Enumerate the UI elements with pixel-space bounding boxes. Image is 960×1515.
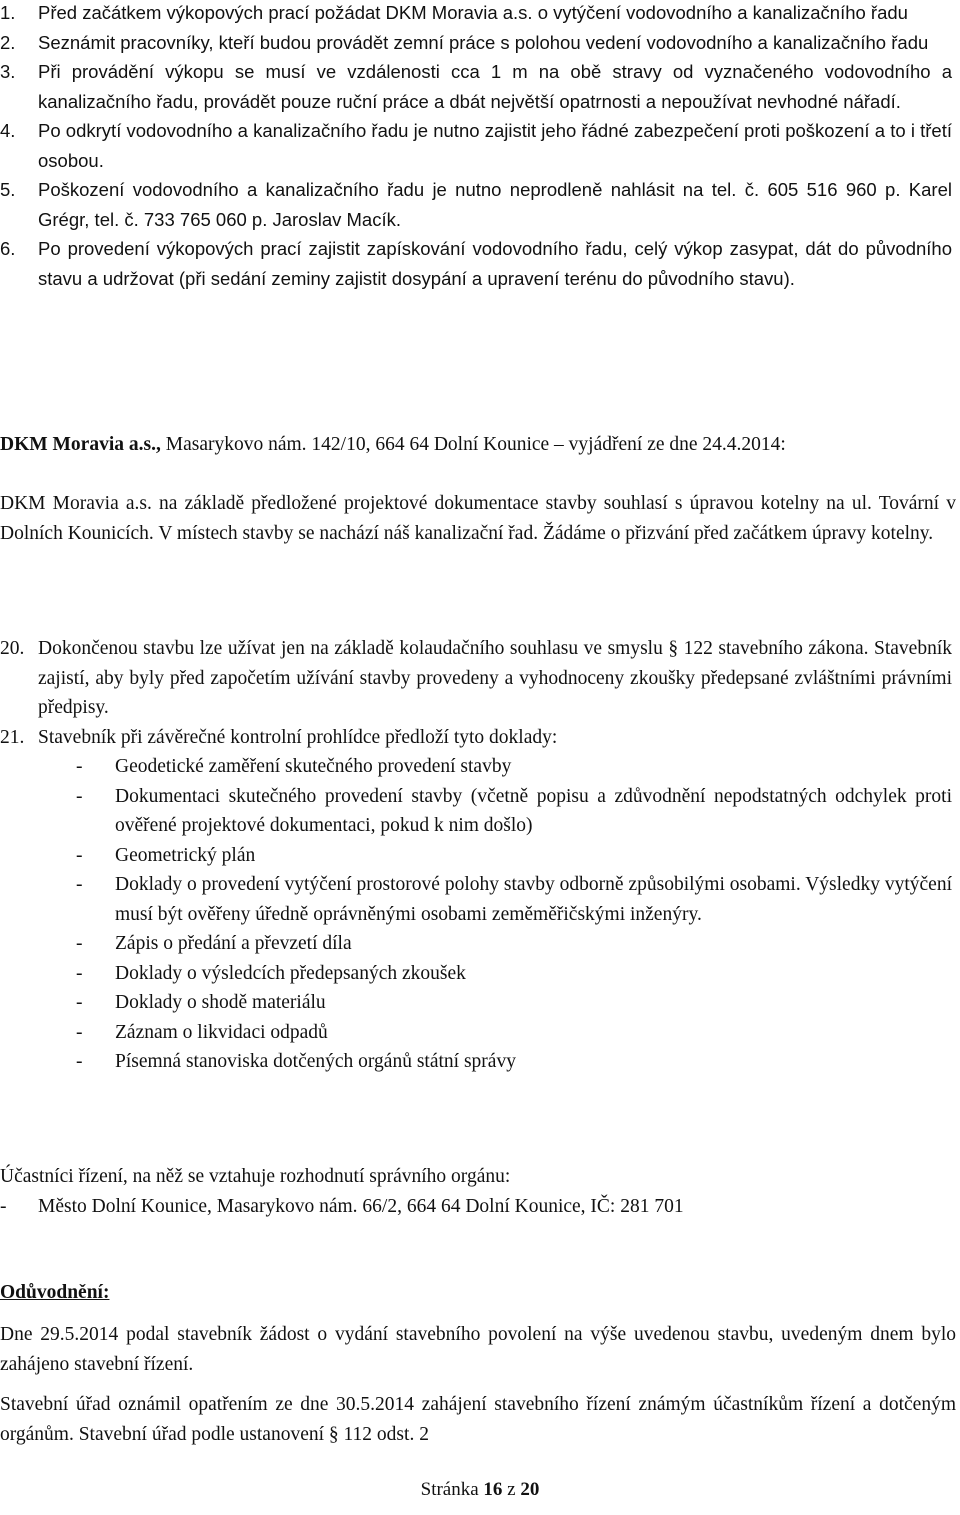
page-total: 20 [520,1479,540,1500]
reasoning-paragraph-1: Dne 29.5.2014 podal stavebník žádost o vydání stavebního povolení na výše uvedenou stavbu, uvedeným dnem bylo zahájeno stavební řízení. [0,1324,956,1375]
documents-list [0,752,956,1077]
dkm-statement: DKM Moravia a.s. na základě předložené projektové dokumentace stavby souhlasí s úpravou kotelny na ul. Tovární v Dolních Kounicích. V místech stavby se nachází náš kanalizační řad. Žádáme o přizvání před začátkem úpravy kotelny. [0,493,956,544]
page-footer: Stránka 16 z 20 [420,1479,540,1500]
list-item: 2. Seznámit pracovníky, kteří budou provádět zemní práce s polohou vedení vodovodního a kanalizačního řadu [0,31,929,53]
conditions-bottom-list [0,634,956,752]
participant-item: - Město Dolní Kounice, Masarykovo nám. 66/2, 664 64 Dolní Kounice, IČ: 281 701 [0,1196,684,1217]
list-item: 4. Po odkrytí vodovodního a kanalizačního řadu je nutno zajistit jeho řádné zabezpečení proti poškození a to i třetí osobou. [0,120,952,171]
reasoning-heading: Odůvodnění: [0,1282,110,1303]
list-item: - Zápis o předání a převzetí díla [76,933,352,954]
list-item: 6. Po provedení výkopových prací zajistit zapískování vodovodního řadu, celý výkop zasypat, dát do původního stavu a udržovat (při sedání zeminy zajistit dosypání a upravení terénu do původního stavu). [0,238,952,289]
list-item: 20. Dokončenou stavbu lze užívat jen na základě kolaudačního souhlasu ve smyslu § 122 stavebního zákona. Stavebník zajistí, aby byly před započetím užívání stavby provedeny a vyhodnoceny zkoušky předepsané zvláštními právními předpisy. [0,638,952,718]
list-item: 3. Při provádění výkopu se musí ve vzdálenosti cca 1 m na obě stravy od vyznačeného vodovodního a kanalizačního řadu, provádět pouze ruční práce a dbát největší opatrnosti a nepoužívat nevhodné nářadí. [0,61,952,112]
list-item: - Záznam o likvidaci odpadů [76,1021,328,1043]
list-item: 1. Před začátkem výkopových prací požádat DKM Moravia a.s. o vytýčení vodovodního a kanalizačního řadu [0,2,908,23]
list-item: 5. Poškození vodovodního a kanalizačního řadu je nutno neprodleně nahlásit na tel. č. 605 516 960 p. Karel Grégr, tel. č. 733 765 060 p. Jaroslav Macík. [0,179,952,230]
list-item: 21. Stavebník při závěrečné kontrolní prohlídce předloží tyto doklady: [0,726,558,748]
reasoning-paragraph-2: Stavební úřad oznámil opatřením ze dne 30.5.2014 zahájení stavebního řízení známým účastníkům řízení a dotčeným orgánům. Stavební úřad podle ustanovení § 112 odst. 2 [0,1394,956,1445]
dkm-name: DKM Moravia a.s., [0,434,161,455]
list-item: - Doklady o výsledcích předepsaných zkoušek [76,962,466,984]
page-number: 16 [483,1479,503,1500]
dkm-heading: DKM Moravia a.s., Masarykovo nám. 142/10, 664 64 Dolní Kounice – vyjádření ze dne 24.4.2014: [0,434,786,455]
list-item: - Dokumentaci skutečného provedení stavby (včetně popisu a zdůvodnění nepodstatných odchylek proti ověřené projektové dokumentaci, pokud k nim došlo) [76,785,952,836]
list-item: - Doklady o provedení vytýčení prostorové polohy stavby odborně způsobilými osobami. Výsledky vytýčení musí být ověřeny úředně oprávněnými osobami zeměměřičskými inženýry. [76,874,952,925]
list-item: - Doklady o shodě materiálu [76,992,326,1013]
participants-heading: Účastníci řízení, na něž se vztahuje rozhodnutí správního orgánu: [0,1166,511,1187]
list-item: - Geometrický plán [76,844,256,866]
list-item: - Geodetické zaměření skutečného provedení stavby [76,756,512,777]
list-item: - Písemná stanoviska dotčených orgánů státní správy [76,1051,516,1072]
conditions-top-list [0,0,956,293]
